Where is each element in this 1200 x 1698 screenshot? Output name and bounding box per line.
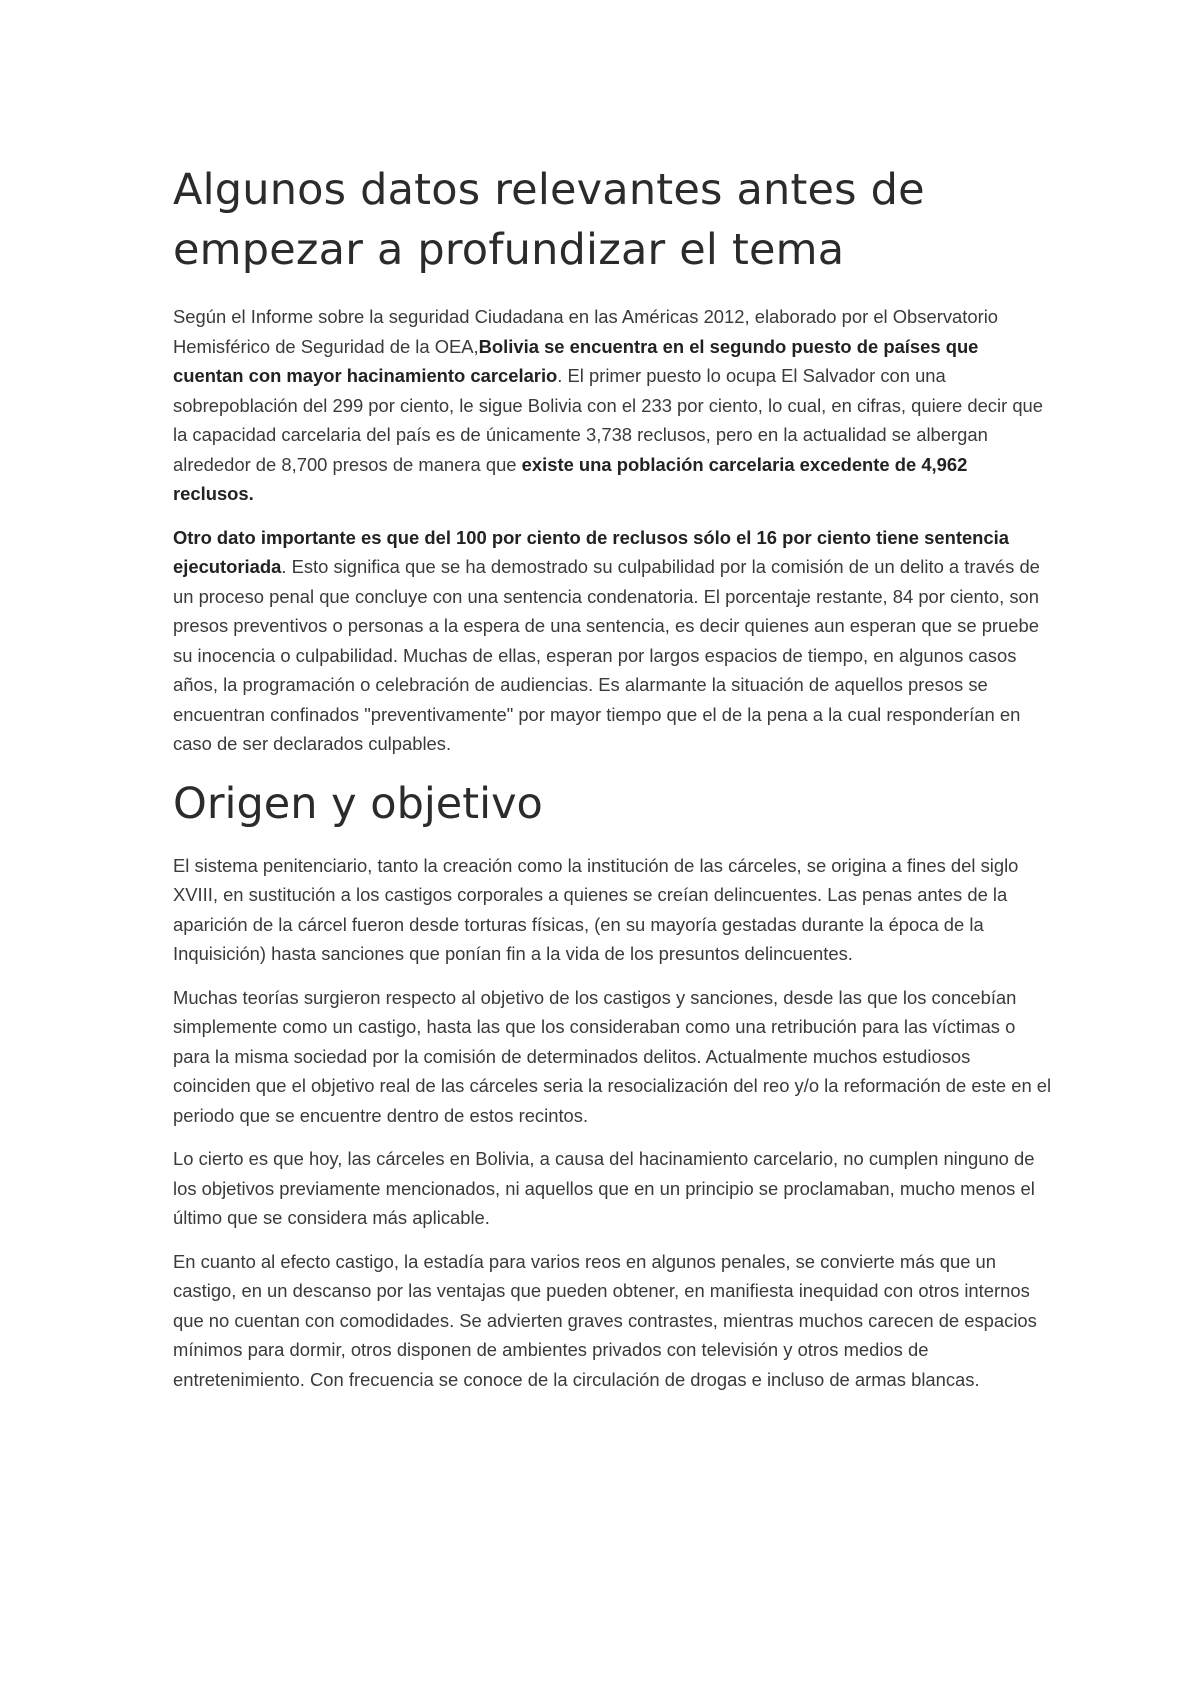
paragraph-efecto-castigo: En cuanto al efecto castigo, la estadía para varios reos en algunos penales, se convierte más que un castigo, en un descanso por las ventajas que pueden obtener, en manifiesta inequidad con otros internos que no cuentan con comodidades. Se advierten graves contrastes, mientras muchos carecen de espacios mínimos para dormir, otros disponen de ambientes privados con televisión y otros medios de entretenimiento. Con frecuencia se conoce de la circulación de drogas e incluso de armas blancas.	[173, 1250, 1037, 1390]
text-span: . El primer puesto lo ocupa El Salvador con una sobrepoblación del 299 por ciento, le sigue Bolivia con el 233 por ciento, lo cual, en cifras, quiere decir que la capacidad carcelaria del país es de únicamente 3,738 reclusos, pero en la actualidad se albergan alrededor de 8,700 presos de manera que	[173, 365, 1044, 475]
document-page	[173, 160, 1053, 1408]
bold-text-span: Bolivia se encuentra en el segundo puesto de países que cuentan con mayor hacinamiento carcelario	[173, 335, 979, 386]
paragraph-carceles-bolivia: Lo cierto es que hoy, las cárceles en Bolivia, a causa del hacinamiento carcelario, no cumplen ninguno de los objetivos previamente mencionados, ni aquellos que en un principio se proclamaban, mucho menos el último que se considera más aplicable.	[173, 1148, 1035, 1228]
bold-text-span: existe una población carcelaria excedente de 4,962 reclusos.	[173, 453, 968, 504]
text-span: . Esto significa que se ha demostrado su culpabilidad por la comisión de un delito a través de un proceso penal que concluye con una sentencia condenatoria. El porcentaje restante, 84 por ciento, son presos preventivos o personas a la espera de una sentencia, es decir quienes aun esperan que se pruebe su inocencia o culpabilidad. Muchas de ellas, esperan por largos espacios de tiempo, en algunos casos años, la programación o celebración de audiencias. Es alarmante la situación de aquellos presos se encuentran confinados "preventivamente" por mayor tiempo que el de la pena a la cual responderían en caso de ser declarados culpables.	[173, 556, 1040, 754]
paragraph-teorias-castigos: Muchas teorías surgieron respecto al objetivo de los castigos y sanciones, desde las que los concebían simplemente como un castigo, hasta las que los consideraban como una retribución para las víctimas o para la misma sociedad por la comisión de determinados delitos. Actualmente muchos estudiosos coinciden que el objetivo real de las cárceles seria la resocialización del reo y/o la reformación de este en el periodo que se encuentre dentro de estos recintos.	[173, 986, 1052, 1126]
section-heading-datos-relevantes: Algunos datos relevantes antes de empezar a profundizar el tema	[173, 165, 925, 275]
section-heading-origen-objetivo: Origen y objetivo	[173, 778, 543, 829]
bold-text-span: Otro dato importante es que del 100 por ciento de reclusos sólo el 16 por ciento tiene sentencia ejecutoriada	[173, 526, 1009, 577]
paragraph-sistema-penitenciario: El sistema penitenciario, tanto la creación como la institución de las cárceles, se origina a fines del siglo XVIII, en sustitución a los castigos corporales a quienes se creían delincuentes. Las penas antes de la aparición de la cárcel fueron desde torturas físicas, (en su mayoría gestadas durante la época de la Inquisición) hasta sanciones que ponían fin a la vida de los presuntos delincuentes.	[173, 854, 1019, 964]
text-span: Según el Informe sobre la seguridad Ciudadana en las Américas 2012, elaborado por el Observatorio Hemisférico de Seguridad de la OEA,	[173, 306, 999, 357]
paragraph-informe-seguridad	[173, 302, 1053, 509]
paragraph-sentencia-ejecutoriada	[173, 523, 1053, 759]
